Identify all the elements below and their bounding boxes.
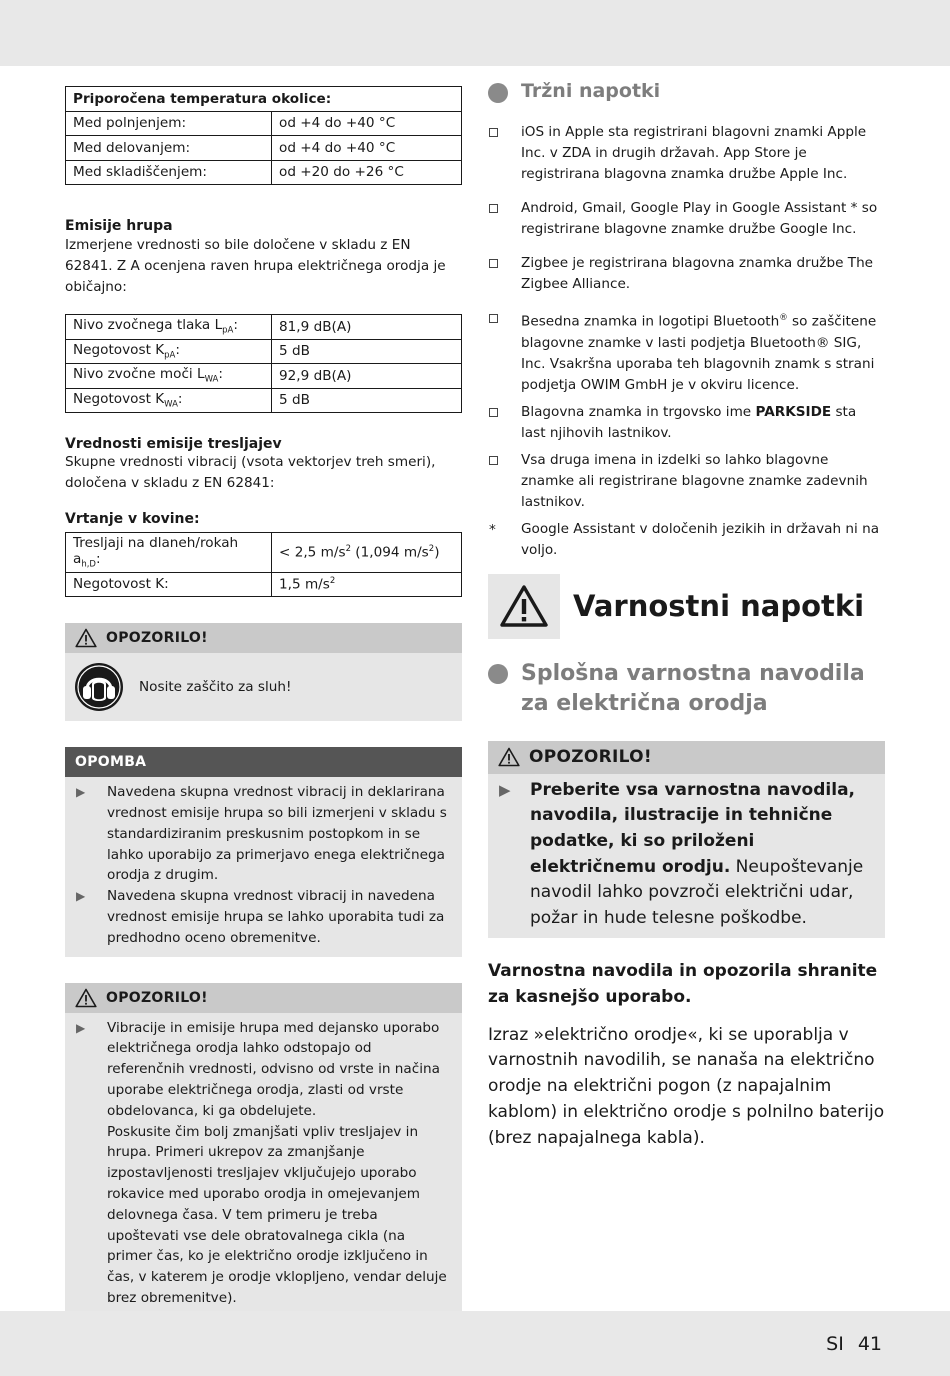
warning-box-hearing [65,623,462,721]
arrow-bullet-icon: ▶ [76,1020,86,1035]
warning-box-vibration [65,983,462,1316]
arrow-bullet-icon: ▶ [76,889,86,904]
safety-heading [488,574,885,639]
warning-triangle-icon [75,988,97,1008]
table-row: Tresljaji na dlaneh/rokah $a_{h,D}$: < 2,5 $m/s^2$ (1,094 $m/s^2$) [66,533,462,573]
footnote: * Google Assistant v določenih jezikih in državah ni na voljo. [489,520,880,558]
page-number: SI 41 [826,1333,882,1355]
term-definition-text: Izraz »električno orodje«, ki se uporablja v varnostnih navodilih, se nanaša na električno orodje na električni pogon (z napajalnim kablom) in električno orodje s polnilno baterijo (brez napajalnega kabla). [488,1024,885,1148]
warning-triangle-icon [498,747,520,767]
square-bullet-icon [489,314,498,323]
warning-box-safety [488,741,885,938]
list-item: Vsa druga imena in izdelki so lahko blagovne znamke ali registrirane blagovne znamke zadevnih lastnikov. [488,450,885,513]
list-item [65,1018,450,1309]
list-item: ▶ Navedena skupna vrednost vibracij in deklarirana vrednost emisije hrupa so bili izmerjeni v skladu s standardiziranim preskusnim postopkom in se lahko uporabijo za primerjavo enega električnega orodja z drugim. [65,782,448,886]
noise-table [65,314,462,413]
table-row: Negotovost K: 1,5 $m/s^2$ [66,572,462,597]
list-item: Zigbee je registrirana blagovna znamka družbe The Zigbee Alliance. [488,253,885,295]
right-column [488,80,885,1151]
note-box [65,747,462,956]
list-item: Blagovna znamka in trgovsko ime PARKSIDE sta last njihovih lastnikov. [488,402,885,444]
warning-header: OPOZORILO! [65,983,462,1013]
general-safety-heading: Splošna varnostna navodila za električna orodja [488,659,885,719]
temperature-table [65,86,462,185]
list-item: Besedna znamka in logotipi Bluetooth® so zaščitene blagovne znamke v lasti podjetja Bluetooth® SIG, Inc. Vsakršna uporaba teh blagovnih znamk s strani podjetja OWIM GmbH je v okviru licence. [488,308,885,396]
square-bullet-icon [489,408,498,417]
table-row: Med skladiščenjem: od +20 do +26 °C [66,160,462,185]
page-title: Varnostni napotki [573,589,865,624]
warning-triangle-icon [499,584,549,628]
note-header: OPOMBA [65,747,462,777]
table-row: Nivo zvočnega tlaka $L_{pA}$: 81,9 dB(A) [66,315,462,340]
warning-header: OPOZORILO! [488,741,885,774]
table-row: Negotovost $K_{WA}$: 5 dB [66,388,462,413]
vibration-table [65,532,462,597]
list-item: ▶ Navedena skupna vrednost vibracij in navedena vrednost emisije hrupa se lahko uporabita tudi za predhodno oceno obremenitve. [65,886,448,948]
trademarks-heading: Tržni napotki [488,80,885,103]
square-bullet-icon [489,204,498,213]
warning-text: Nosite zaščito za sluh! [139,678,292,695]
bullet-dot-icon [488,83,508,103]
left-column [65,86,462,1316]
ear-protection-icon [74,662,124,712]
drilling-subtitle: Vrtanje v kovine: [65,511,200,527]
square-bullet-icon [489,456,498,465]
warning-header: OPOZORILO! [65,623,462,653]
bullet-dot-icon [488,664,508,684]
table-row: Med delovanjem: od +4 do +40 °C [66,136,462,161]
list-item: iOS in Apple sta registrirani blagovni znamki Apple Inc. v ZDA in drugih državah. App Store je registrirana blagovna znamka družbe Apple Inc. [488,122,885,185]
keep-instructions-text: Varnostna navodila in opozorila shranite za kasnejšo uporabo. [488,960,878,1007]
arrow-bullet-icon: ▶ [76,785,86,800]
arrow-bullet-icon: ▶ [499,780,511,799]
vibration-title: Vrednosti emisije tresljajev [65,436,282,452]
temperature-table-header: Priporočena temperatura okolice: [66,87,462,112]
list-item: Android, Gmail, Google Play in Google Assistant * so registrirane blagovne znamke družbe Google Inc. [488,198,885,240]
table-row: Nivo zvočne moči $L_{WA}$: 92,9 dB(A) [66,364,462,389]
noise-text: Izmerjene vrednosti so bile določene v skladu z EN 62841. Z A ocenjena raven hrupa električnega orodja je običajno: [65,237,446,295]
warning-paragraph: Poskusite čim bolj zmanjšati vpliv tresljajev in hrupa. Primeri ukrepov za zmanjšanje izpostavljenosti tresljajev vključujejo uporabo rokavice med uporabo orodja in omejevanjem delovnega časa. V tem primeru je treba upoštevati vse dele obratovalnega cikla (na primer čas, ko je električno orodje izključeno in čas, v katerem je orodje vklopljeno, vendar deluje brez obremenitve). [107,1123,447,1306]
noise-title: Emisije hrupa [65,218,173,234]
safety-icon-box [488,574,560,639]
top-band [0,0,950,66]
list-item: ▶ Preberite vsa varnostna navodila, navodila, ilustracije in tehnične podatke, ki so priloženi električnemu orodju. Neupoštevanje navodil lahko povzroči električni udar, požar in hude telesne poškodbe. [488,774,885,932]
square-bullet-icon [489,259,498,268]
warning-triangle-icon [75,628,97,648]
square-bullet-icon [489,128,498,137]
table-row: Med polnjenjem: od +4 do +40 °C [66,111,462,136]
bottom-band [0,1311,950,1376]
vibration-text: Skupne vrednosti vibracij (vsota vektorjev treh smeri), določena v skladu z EN 62841: [65,454,436,491]
warning-paragraph: Vibracije in emisije hrupa med dejansko uporabo električnega orodja lahko odstopajo od referenčnih vrednosti, odvisno od vrste in načina uporabe električnega orodja, zlasti od vrste obdelovanca, ki ga obdelujete. [107,1019,440,1119]
table-row: Negotovost $K_{pA}$: 5 dB [66,339,462,364]
